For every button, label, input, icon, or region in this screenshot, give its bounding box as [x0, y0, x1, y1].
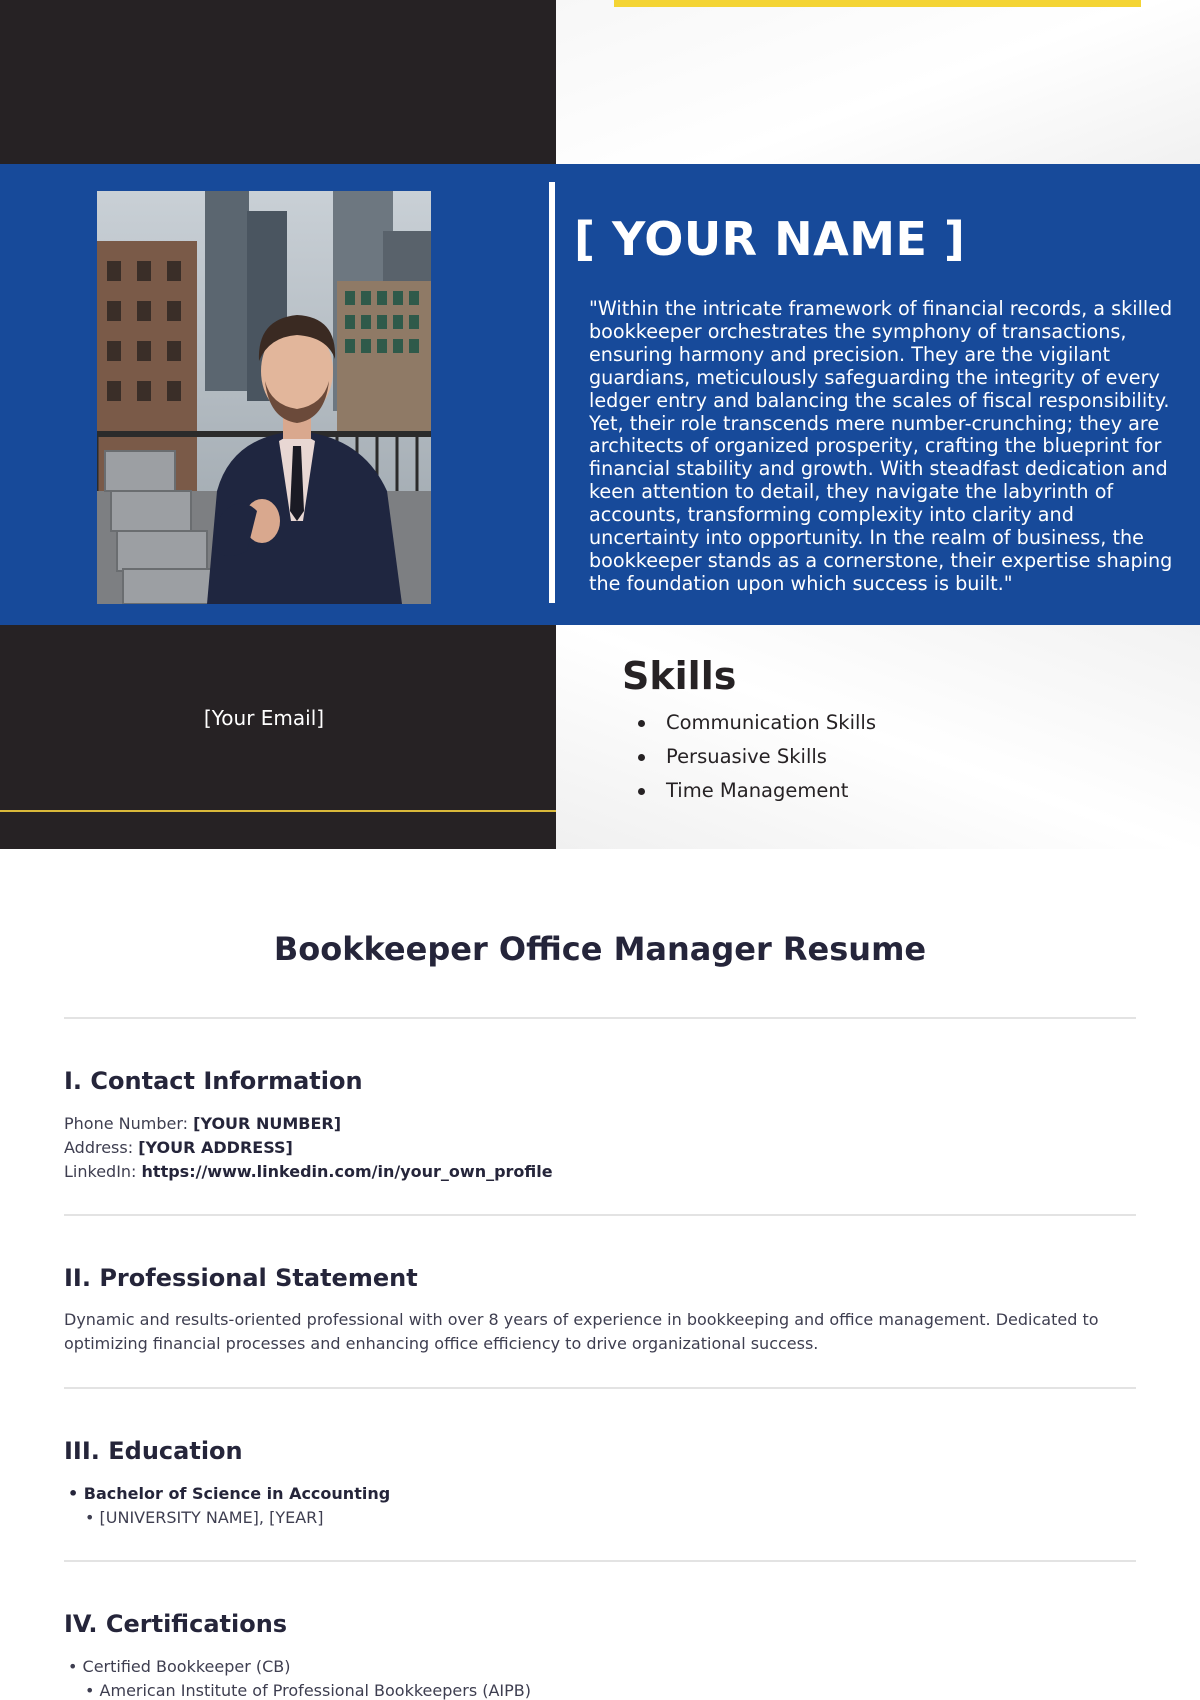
degree-text: Bachelor of Science in Accounting	[83, 1484, 391, 1503]
email-placeholder: [Your Email]	[203, 706, 325, 730]
skills-list	[636, 706, 876, 808]
school-bullet: • [UNIVERSITY NAME], [YEAR]	[85, 1508, 324, 1527]
section-divider	[64, 1214, 1136, 1216]
banner-dark-panel-top	[0, 0, 556, 164]
linkedin-value: https://www.linkedin.com/in/your_own_profile	[141, 1162, 553, 1181]
school-text: [UNIVERSITY NAME], [YEAR]	[99, 1508, 324, 1527]
degree-bullet: • Bachelor of Science in Accounting	[68, 1484, 391, 1503]
address-line	[64, 1138, 293, 1157]
education-heading: III. Education	[64, 1437, 243, 1465]
section-divider	[64, 1387, 1136, 1389]
banner-light-panel-top	[556, 0, 1200, 164]
vertical-divider	[549, 182, 555, 603]
certifications-heading: IV. Certifications	[64, 1610, 288, 1638]
gold-accent-line	[0, 810, 556, 812]
certification-text: Certified Bookkeeper (CB)	[82, 1657, 291, 1676]
banner-dark-panel-bottom	[0, 625, 556, 849]
yellow-accent-bar	[614, 0, 1141, 7]
profile-quote: "Within the intricate framework of financial records, a skilled bookkeeper orchestrates the symphony of transactions, ensuring harmony and precision. They are the vigilant guardians, meticulously safeguarding the integrity of every ledger entry and balancing the scales of fiscal responsibility. Yet, their role transcends mere number-crunching; they are architects of organized prosperity, crafting the blueprint for financial stability and growth. With steadfast dedication and keen attention to detail, they navigate the labyrinth of accounts, transforming complexity into clarity and uncertainty into opportunity. In the realm of business, the bookkeeper stands as a cornerstone, their expertise shaping the foundation upon which success is built."	[589, 297, 1173, 595]
section-divider	[64, 1560, 1136, 1562]
issuer-text: American Institute of Professional Bookkeepers (AIPB)	[99, 1681, 532, 1700]
phone-label: Phone Number:	[64, 1114, 194, 1133]
address-label: Address:	[64, 1138, 139, 1157]
document-title: Bookkeeper Office Manager Resume	[273, 930, 927, 968]
linkedin-label: LinkedIn:	[64, 1162, 142, 1181]
profile-photo	[97, 191, 431, 604]
contact-heading: I. Contact Information	[64, 1067, 363, 1095]
phone-line	[64, 1114, 341, 1133]
name-placeholder: [ YOUR NAME ]	[574, 212, 966, 266]
section-divider	[64, 1017, 1136, 1019]
certification-bullet: • Certified Bookkeeper (CB)	[68, 1657, 291, 1676]
phone-value: [YOUR NUMBER]	[193, 1114, 341, 1133]
statement-text: Dynamic and results-oriented professional with over 8 years of experience in bookkeeping and office management. Dedicated to optimizing financial processes and enhancing office efficiency to drive organizational success.	[64, 1310, 1099, 1353]
skills-heading: Skills	[622, 654, 737, 698]
resume-banner	[0, 0, 1200, 849]
skill-item: Persuasive Skills	[636, 740, 876, 774]
address-value: [YOUR ADDRESS]	[138, 1138, 293, 1157]
issuer-bullet: • American Institute of Professional Bookkeepers (AIPB)	[85, 1681, 532, 1700]
skill-item: Communication Skills	[636, 706, 876, 740]
statement-heading: II. Professional Statement	[64, 1264, 418, 1292]
linkedin-line	[64, 1162, 553, 1181]
skill-item: Time Management	[636, 774, 876, 808]
